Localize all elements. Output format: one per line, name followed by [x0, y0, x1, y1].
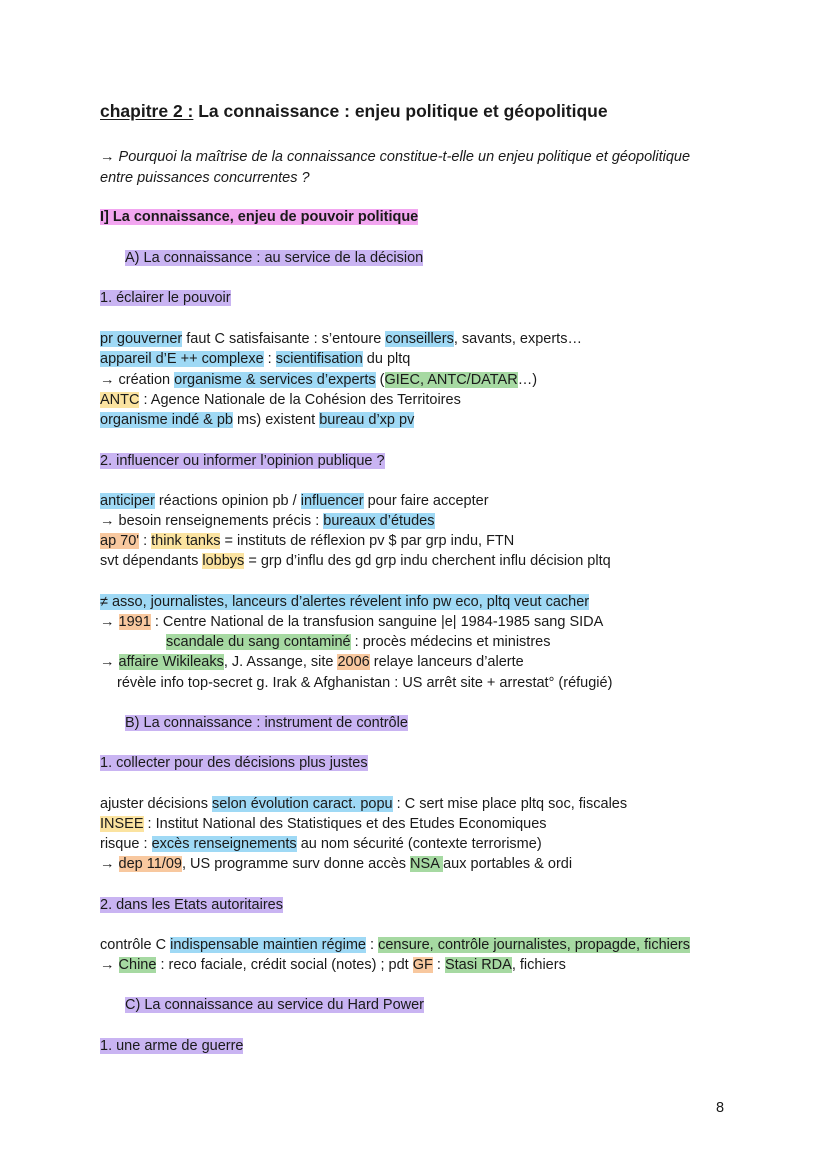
highlight: selon évolution caract. popu — [212, 796, 393, 812]
highlight: NSA — [410, 856, 444, 872]
part-heading — [100, 208, 418, 226]
text: : Institut National des Statistiques et des Etudes Economiques — [143, 816, 547, 832]
highlight: indispensable maintien régime — [170, 937, 366, 953]
note-line — [100, 593, 589, 611]
section-a2-title: 2. influencer ou informer l’opinion publique ? — [100, 453, 385, 469]
subsection-heading — [100, 452, 385, 470]
text: ms) existent — [233, 412, 320, 428]
note-line — [100, 815, 547, 833]
text: → — [100, 856, 119, 872]
highlight: excès renseignements — [151, 836, 297, 852]
highlight: conseillers — [385, 331, 454, 347]
subsection-heading — [100, 896, 283, 914]
highlight: Chine — [118, 957, 157, 973]
page-number: 8 — [716, 1100, 725, 1116]
text: : C sert mise place pltq soc, fiscales — [392, 796, 628, 812]
note-line — [100, 936, 690, 954]
highlight: GF — [412, 957, 433, 973]
note-line — [100, 653, 524, 671]
highlight: Stasi RDA — [444, 957, 512, 973]
highlight: dep 11/09 — [118, 856, 182, 872]
highlight: bureaux d’études — [323, 513, 435, 529]
text: : procès médecins et ministres — [350, 634, 551, 650]
note-line — [100, 552, 611, 570]
highlight: ≠ asso, journalistes, lanceurs d’alertes révelent info pw eco, pltq veut cacher — [100, 594, 590, 610]
note-line — [100, 795, 627, 813]
highlight: anticiper — [100, 493, 155, 509]
highlight: 1991 — [118, 614, 151, 630]
note-line — [100, 956, 566, 974]
text: → — [100, 957, 119, 973]
note-line — [100, 855, 572, 873]
highlight: think tanks — [151, 533, 221, 549]
highlight: lobbys — [202, 553, 245, 569]
section-heading — [125, 249, 423, 267]
section-a-title: A) La connaissance : au service de la décision — [125, 250, 424, 266]
subsection-heading — [100, 289, 231, 307]
text: , savants, experts… — [453, 331, 582, 347]
text: : Centre National de la transfusion sanguine |e| 1984-1985 sang SIDA — [150, 614, 604, 630]
text: au nom sécurité (contexte terrorisme) — [296, 836, 542, 852]
text: …) — [517, 372, 538, 388]
highlight: scandale du sang contaminé — [166, 634, 351, 650]
text: → — [100, 654, 119, 670]
chapter-label: chapitre 2 : — [100, 101, 194, 121]
text: : reco faciale, crédit social (notes) ; pdt — [156, 957, 413, 973]
section-a1-title: 1. éclairer le pouvoir — [100, 290, 231, 306]
highlight: 2006 — [337, 654, 370, 670]
text: ajuster décisions — [100, 796, 213, 812]
text: svt dépendants — [100, 553, 203, 569]
subsection-heading — [100, 1037, 243, 1055]
text: = instituts de réflexion pv $ par grp indu, FTN — [220, 533, 515, 549]
note-line — [100, 371, 537, 389]
note-line — [166, 633, 550, 651]
text: → besoin renseignements précis : — [100, 513, 324, 529]
text: risque : — [100, 836, 152, 852]
text: : — [139, 533, 152, 549]
text: contrôle C — [100, 937, 171, 953]
highlight: organisme & services d’experts — [174, 372, 376, 388]
highlight: ap 70' — [100, 533, 140, 549]
problematic-line-1: → Pourquoi la maîtrise de la connaissance constitue-t-elle un enjeu politique et géopolitique — [100, 149, 691, 165]
highlight: pr gouverner — [100, 331, 183, 347]
text: aux portables & ordi — [443, 856, 573, 872]
note-line — [100, 492, 489, 510]
text: relaye lanceurs d’alerte — [369, 654, 524, 670]
highlight: censure, contrôle journalistes, propagde, fichiers — [378, 937, 691, 953]
text: : — [432, 957, 445, 973]
subsection-heading — [100, 754, 368, 772]
note-line — [100, 613, 603, 631]
highlight: appareil d’E ++ complexe — [100, 351, 264, 367]
note-line — [100, 330, 582, 348]
section-c-title: C) La connaissance au service du Hard Power — [125, 997, 425, 1013]
note-line — [100, 411, 414, 429]
highlight: scientifisation — [275, 351, 363, 367]
note-line: révèle info top-secret g. Irak & Afghanistan : US arrêt site + arrestat° (réfugié) — [117, 675, 613, 691]
chapter-title: La connaissance : enjeu politique et géopolitique — [193, 101, 608, 121]
part-1-title: I] La connaissance, enjeu de pouvoir politique — [100, 209, 419, 225]
highlight: ANTC — [100, 392, 140, 408]
section-b-title: B) La connaissance : instrument de contrôle — [125, 715, 408, 731]
problematic-line-2: entre puissances concurrentes ? — [100, 170, 310, 186]
highlight: GIEC, ANTC/DATAR — [384, 372, 518, 388]
text: : — [263, 351, 276, 367]
text: : — [366, 937, 379, 953]
text: → — [100, 614, 119, 630]
highlight: affaire Wikileaks — [118, 654, 224, 670]
note-line — [100, 391, 461, 409]
section-c1-title: 1. une arme de guerre — [100, 1038, 244, 1054]
highlight: organisme indé & pb — [100, 412, 233, 428]
highlight: influencer — [300, 493, 364, 509]
text: → création — [100, 372, 175, 388]
text: faut C satisfaisante : s’entoure — [182, 331, 386, 347]
highlight: bureau d’xp pv — [319, 412, 415, 428]
text: du pltq — [362, 351, 411, 367]
section-heading — [125, 714, 408, 732]
note-line — [100, 512, 435, 530]
text: pour faire accepter — [363, 493, 489, 509]
text: : Agence Nationale de la Cohésion des Territoires — [139, 392, 461, 408]
note-line — [100, 350, 410, 368]
text: , US programme surv donne accès — [181, 856, 411, 872]
text: , fichiers — [511, 957, 566, 973]
section-heading — [125, 996, 424, 1014]
section-b2-title: 2. dans les Etats autoritaires — [100, 897, 283, 913]
highlight: INSEE — [100, 816, 144, 832]
text: ( — [375, 372, 385, 388]
section-b1-title: 1. collecter pour des décisions plus justes — [100, 755, 368, 771]
text: = grp d’influ des gd grp indu cherchent influ décision pltq — [244, 553, 611, 569]
page-title — [100, 100, 608, 122]
note-line — [100, 532, 514, 550]
note-line — [100, 835, 542, 853]
text: , J. Assange, site — [223, 654, 338, 670]
text: réactions opinion pb / — [154, 493, 301, 509]
